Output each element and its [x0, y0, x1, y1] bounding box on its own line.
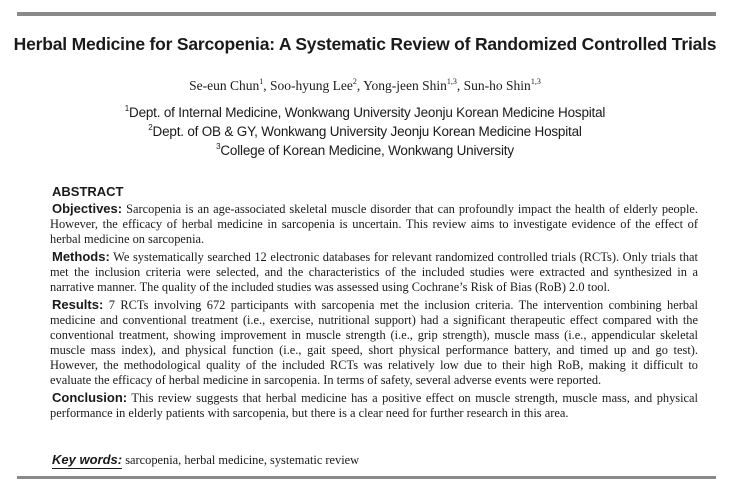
affiliation-2: $^2$Dept. of OB & GY, Wonkwang University Jeonju Korean Medicine Hospital — [148, 123, 582, 139]
keywords-label: Key words: — [52, 452, 123, 467]
author: Soo-hyung Lee$^2$, — [270, 77, 364, 93]
abstract-heading: ABSTRACT — [52, 184, 124, 199]
abstract-conclusion — [50, 390, 698, 421]
conclusion-label: Conclusion: — [52, 390, 128, 405]
abstract-methods — [50, 249, 698, 295]
methods-label: Methods: — [52, 249, 110, 264]
keywords — [52, 452, 359, 468]
abstract-results — [50, 297, 698, 388]
affiliation-1: $^1$Dept. of Internal Medicine, Wonkwang University Jeonju Korean Medicine Hospital — [124, 104, 606, 120]
abstract — [52, 184, 698, 423]
author-list — [0, 78, 730, 94]
results-text: 7 RCTs involving 672 participants with sarcopenia met the inclusion criteria. The intervention combining herbal medicine and conventional treatment (i.e., exercise, nutritional support) had a significant therapeutic effect compared with the conventional treatment, showing improvement in muscle strength (i.e., grip strength), muscle mass (i.e., appendicular skeletal muscle mass index), and physical function (i.e., gait speed, short physical performance battery, and timed up and go test). However, the methodological quality of the included RCTs was relatively low due to their high RoB, making it difficult to evaluate the efficacy of herbal medicine in sarcopenia. In terms of safety, several adverse events were reported. — [50, 298, 698, 387]
bottom-rule — [17, 476, 716, 479]
paper-title: Herbal Medicine for Sarcopenia: A Systematic Review of Randomized Controlled Trials — [13, 34, 717, 54]
results-label: Results: — [52, 297, 104, 312]
author: Se-eun Chun$^1$, — [189, 77, 271, 93]
objectives-label: Objectives: — [52, 201, 123, 216]
objectives-text: Sarcopenia is an age-associated skeletal muscle disorder that can profoundly impact the health of elderly people. However, the efficacy of herbal medicine in sarcopenia is uncertain. This review aims to investigate evidence of the effect of herbal medicine on sarcopenia. — [50, 202, 698, 246]
affiliation-3: $^3$College of Korean Medicine, Wonkwang University — [216, 142, 514, 158]
keywords-text: sarcopenia, herbal medicine, systematic review — [125, 453, 360, 467]
methods-text: We systematically searched 12 electronic databases for relevant randomized controlled trials (RCTs). Only trials that met the inclusion criteria were selected, and the characteristics of the included studies were extracted and synthesized in a narrative manner. The quality of the included studies was assessed using Cochrane’s Risk of Bias (RoB) 2.0 tool. — [50, 250, 698, 294]
abstract-objectives — [50, 201, 698, 247]
author: Yong-jeen Shin$^{1,3}$, — [363, 77, 464, 93]
top-rule — [17, 12, 716, 16]
conclusion-text: This review suggests that herbal medicine has a positive effect on muscle strength, muscle mass, and physical performance in elderly patients with sarcopenia, but there is a clear need for further research in this area. — [50, 391, 698, 420]
author: Sun-ho Shin$^{1,3}$ — [463, 77, 541, 93]
